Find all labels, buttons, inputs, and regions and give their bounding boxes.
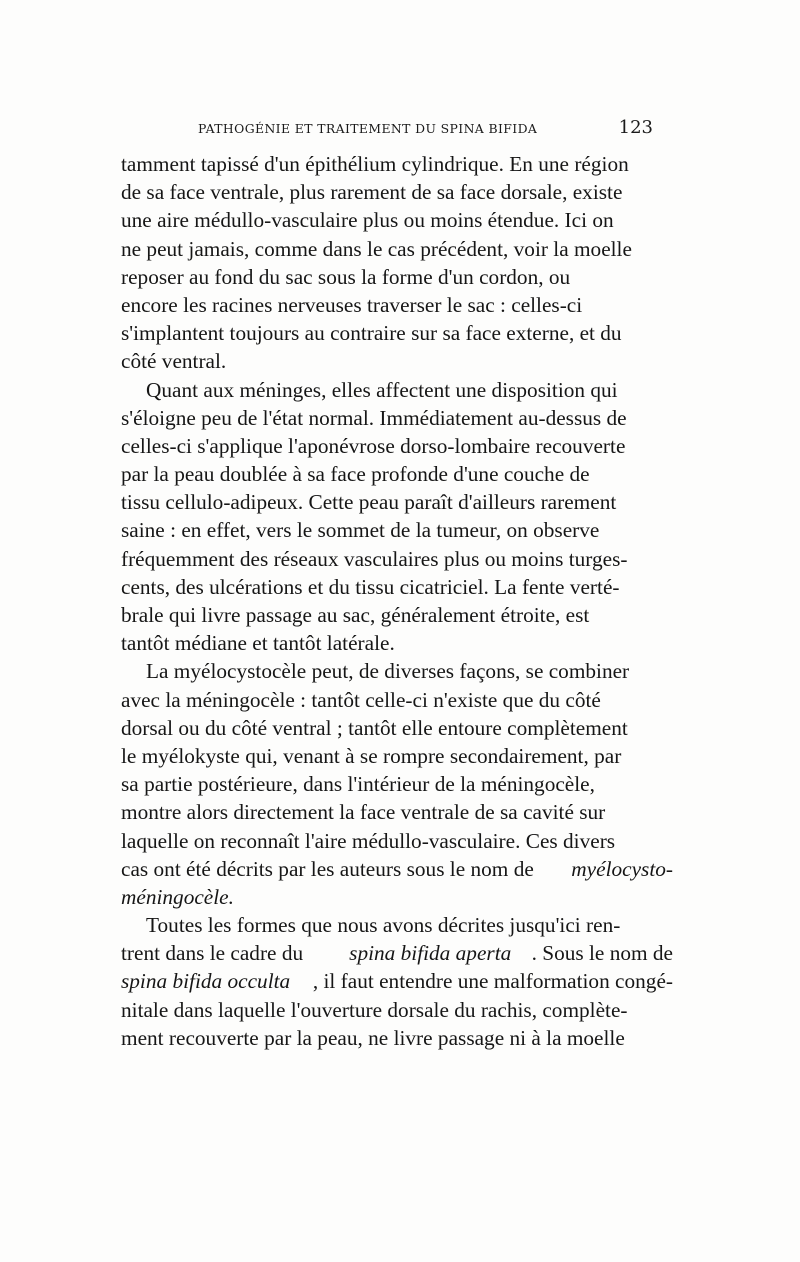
text-line: s'implantent toujours au contraire sur sa face externe, et du [121,321,622,346]
text-line: laquelle on reconnaît l'aire médullo-vasculaire. Ces divers [121,828,616,853]
text-line: cents, des ulcérations et du tissu cicatriciel. La fente verté- [121,574,620,599]
body-text [121,150,673,1052]
page-header [198,117,653,139]
text-line: une aire médullo-vasculaire plus ou moins étendue. Ici on [121,208,614,233]
text-line: brale qui livre passage au sac, généralement étroite, est [121,603,590,627]
text-line: méningocèle. [121,884,234,909]
text-line: tissu cellulo-adipeux. Cette peau paraît d'ailleurs rarement [121,490,617,515]
text-line: reposer au fond du sac sous la forme d'un cordon, ou [121,264,571,289]
text-line: La myélocystocèle peut, de diverses façons, se combiner [146,659,630,684]
text-line: fréquemment des réseaux vasculaires plus ou moins turges- [121,546,628,571]
italic-term: spina bifida occulta [121,969,291,994]
text-line: par la peau doublée à sa face profonde d'une couche de [121,462,590,487]
running-title: PATHOGÉNIE ET TRAITEMENT DU SPINA BIFIDA [198,121,538,136]
text-line: avec la méningocèle : tantôt celle-ci n'existe que du côté [121,687,601,712]
page-number: 123 [618,117,653,138]
text-line: Toutes les formes que nous avons décrites jusqu'ici ren- [146,913,621,938]
text-line: ment recouverte par la peau, ne livre passage ni à la moelle [121,1025,625,1050]
text-line: tantôt médiane et tantôt latérale. [121,631,395,656]
text-line: trent dans le cadre du spina bifida aperta . Sous le nom de [121,939,673,967]
text-line: celles-ci s'applique l'aponévrose dorso-lombaire recouverte [121,433,626,458]
text-line: de sa face ventrale, plus rarement de sa face dorsale, existe [121,180,623,205]
text-line: ne peut jamais, comme dans le cas précédent, voir la moelle [121,236,632,261]
text-line: nitale dans laquelle l'ouverture dorsale du rachis, complète- [121,997,628,1022]
text-line: montre alors directement la face ventrale de sa cavité sur [121,800,606,825]
text-line: sa partie postérieure, dans l'intérieur de la méningocèle, [121,772,595,797]
text-line: côté ventral. [121,349,227,374]
text-line: tamment tapissé d'un épithélium cylindrique. En une région [121,152,629,176]
text-line: le myélokyste qui, venant à se rompre secondairement, par [121,743,622,768]
text-line: spina bifida occulta , il faut entendre une malformation congé- [121,967,673,995]
italic-term: myélocysto- [571,856,673,881]
text-line: s'éloigne peu de l'état normal. Immédiatement au-dessus de [121,405,627,430]
italic-term: spina bifida aperta [349,941,512,966]
text-line: cas ont été décrits par les auteurs sous le nom de myélocysto- [121,855,673,883]
text-line: dorsal ou du côté ventral ; tantôt elle entoure complètement [121,715,628,740]
text-line: Quant aux méninges, elles affectent une disposition qui [146,377,618,402]
text-line: encore les racines nerveuses traverser le sac : celles-ci [121,292,583,317]
text-line: saine : en effet, vers le sommet de la tumeur, on observe [121,518,600,543]
